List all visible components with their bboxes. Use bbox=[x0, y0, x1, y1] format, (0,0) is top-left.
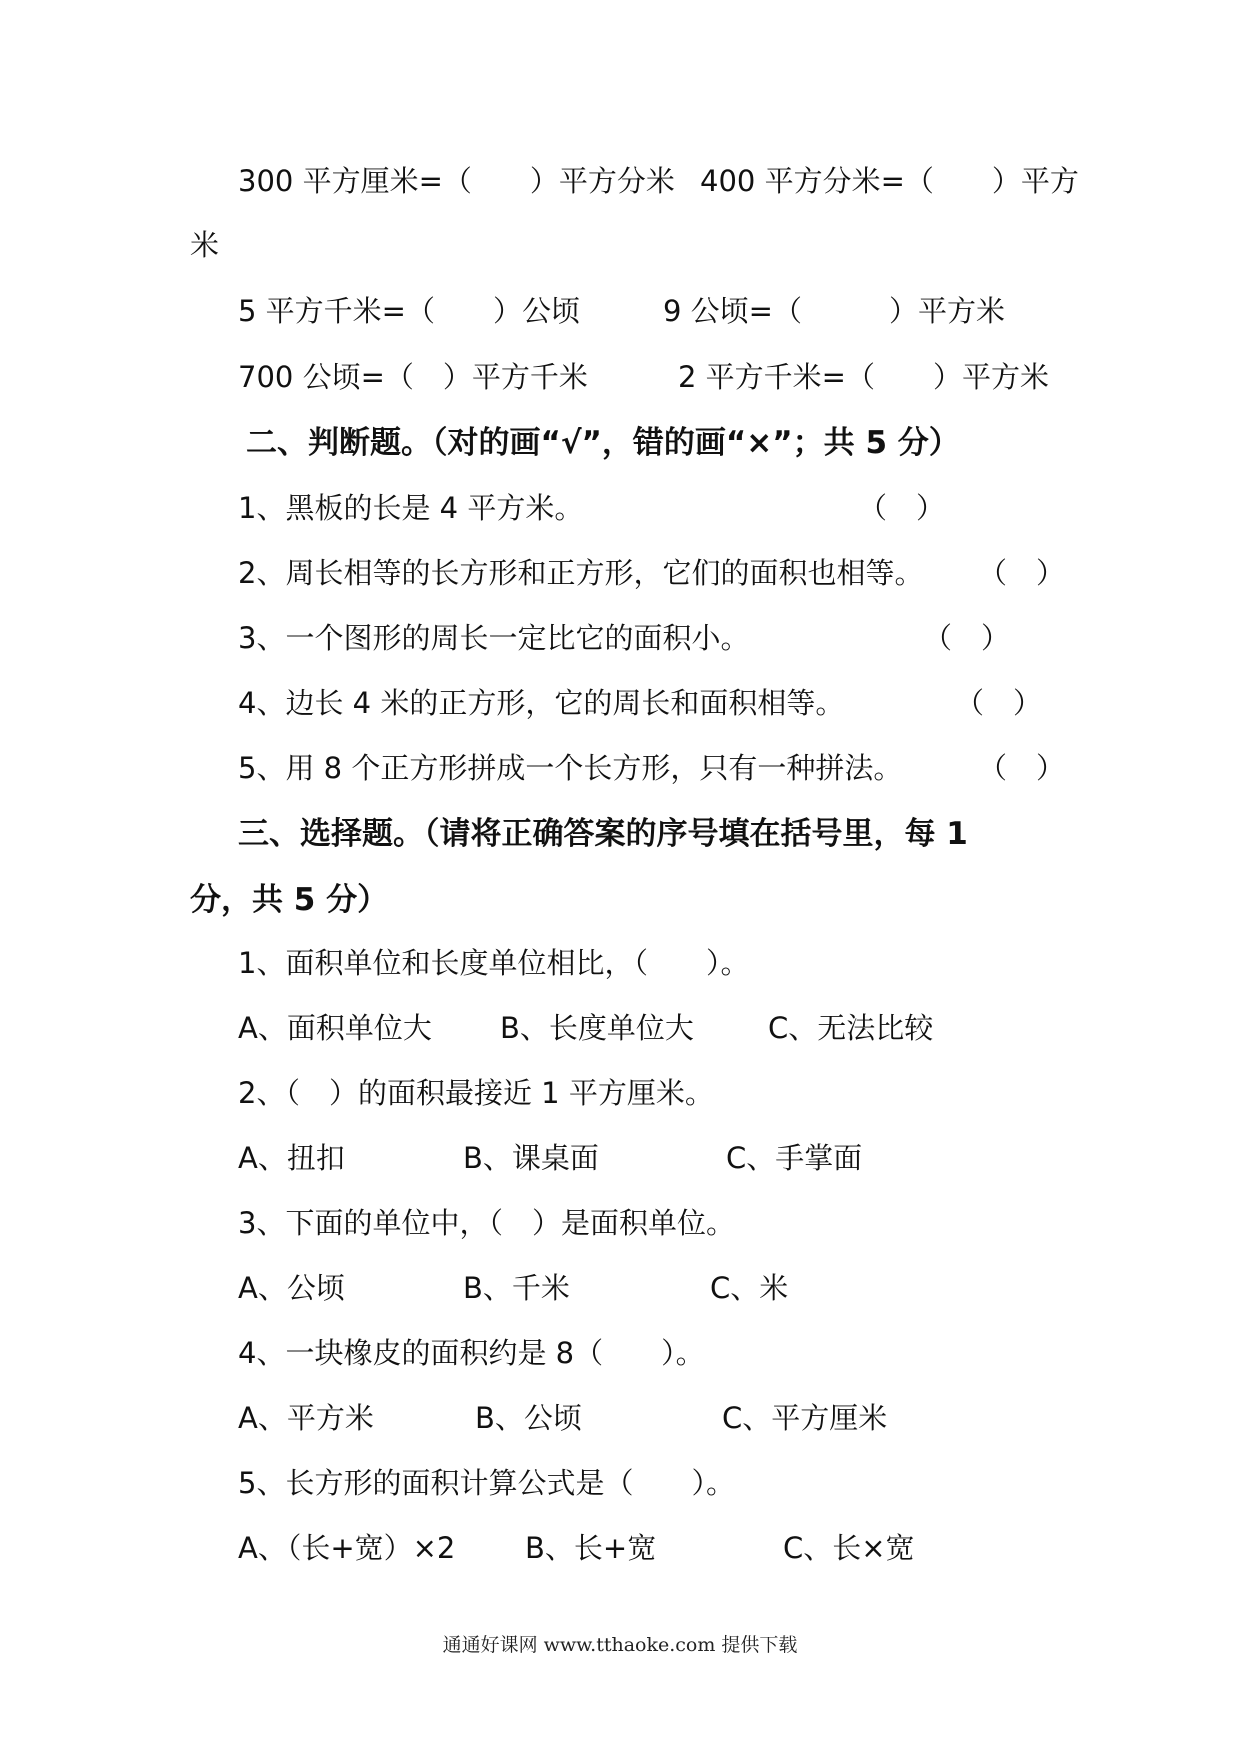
mc-question-3: 3、下面的单位中，（ ）是面积单位。 bbox=[238, 1206, 735, 1240]
tf-item-5: 5、用 8 个正方形拼成一个长方形，只有一种拼法。 bbox=[238, 751, 903, 785]
tf-answer-4[interactable]: （ ） bbox=[955, 686, 1043, 720]
mc-q3-option-c[interactable]: C、米 bbox=[710, 1271, 789, 1305]
mc-q4-option-b[interactable]: B、公顷 bbox=[475, 1401, 582, 1435]
mc-q1-option-c[interactable]: C、无法比较 bbox=[768, 1011, 934, 1045]
mc-q2-option-b[interactable]: B、课桌面 bbox=[463, 1141, 599, 1175]
conversion-1-continuation: 米 bbox=[190, 228, 220, 262]
tf-item-3: 3、一个图形的周长一定比它的面积小。 bbox=[238, 621, 750, 655]
tf-answer-1[interactable]: （ ） bbox=[858, 491, 946, 525]
tf-answer-3[interactable]: （ ） bbox=[923, 621, 1011, 655]
mc-q3-option-a[interactable]: A、公顷 bbox=[238, 1271, 345, 1305]
section2-heading: 二、判断题。（对的画“√”，错的画“×”；共 5 分） bbox=[246, 425, 960, 461]
mc-question-2: 2、（ ）的面积最接近 1 平方厘米。 bbox=[238, 1076, 714, 1110]
section3-heading-line1: 三、选择题。（请将正确答案的序号填在括号里，每 1 bbox=[238, 816, 968, 852]
tf-item-2: 2、周长相等的长方形和正方形，它们的面积也相等。 bbox=[238, 556, 924, 590]
conversion-1b: 400 平方分米=（ ）平方 bbox=[700, 164, 1079, 198]
mc-q2-option-c[interactable]: C、手掌面 bbox=[726, 1141, 863, 1175]
mc-q1-option-a[interactable]: A、面积单位大 bbox=[238, 1011, 432, 1045]
mc-q5-option-c[interactable]: C、长×宽 bbox=[783, 1531, 915, 1565]
mc-q4-option-c[interactable]: C、平方厘米 bbox=[722, 1401, 888, 1435]
page-footer: 通通好课网 www.tthaoke.com 提供下载 bbox=[442, 1634, 798, 1656]
mc-q3-option-b[interactable]: B、千米 bbox=[463, 1271, 570, 1305]
tf-item-4: 4、边长 4 米的正方形，它的周长和面积相等。 bbox=[238, 686, 845, 720]
conversion-2a: 5 平方千米=（ ）公顷 bbox=[238, 294, 580, 328]
tf-item-1: 1、黑板的长是 4 平方米。 bbox=[238, 491, 584, 525]
mc-question-5: 5、长方形的面积计算公式是（ ）。 bbox=[238, 1466, 735, 1500]
mc-q1-option-b[interactable]: B、长度单位大 bbox=[500, 1011, 694, 1045]
mc-question-1: 1、面积单位和长度单位相比，（ ）。 bbox=[238, 946, 750, 980]
conversion-2b: 9 公顷=（ ）平方米 bbox=[663, 294, 1005, 328]
section3-heading-line2: 分，共 5 分） bbox=[190, 882, 389, 918]
mc-question-4: 4、一块橡皮的面积约是 8（ ）。 bbox=[238, 1336, 705, 1370]
mc-q5-option-b[interactable]: B、长+宽 bbox=[525, 1531, 657, 1565]
mc-q2-option-a[interactable]: A、扭扣 bbox=[238, 1141, 345, 1175]
tf-answer-5[interactable]: （ ） bbox=[978, 751, 1066, 785]
tf-answer-2[interactable]: （ ） bbox=[978, 556, 1066, 590]
mc-q5-option-a[interactable]: A、（长+宽）×2 bbox=[238, 1531, 456, 1565]
conversion-3a: 700 公顷=（ ）平方千米 bbox=[238, 360, 588, 394]
mc-q4-option-a[interactable]: A、平方米 bbox=[238, 1401, 374, 1435]
conversion-3b: 2 平方千米=（ ）平方米 bbox=[678, 360, 1049, 394]
conversion-1a: 300 平方厘米=（ ）平方分米 bbox=[238, 164, 675, 198]
